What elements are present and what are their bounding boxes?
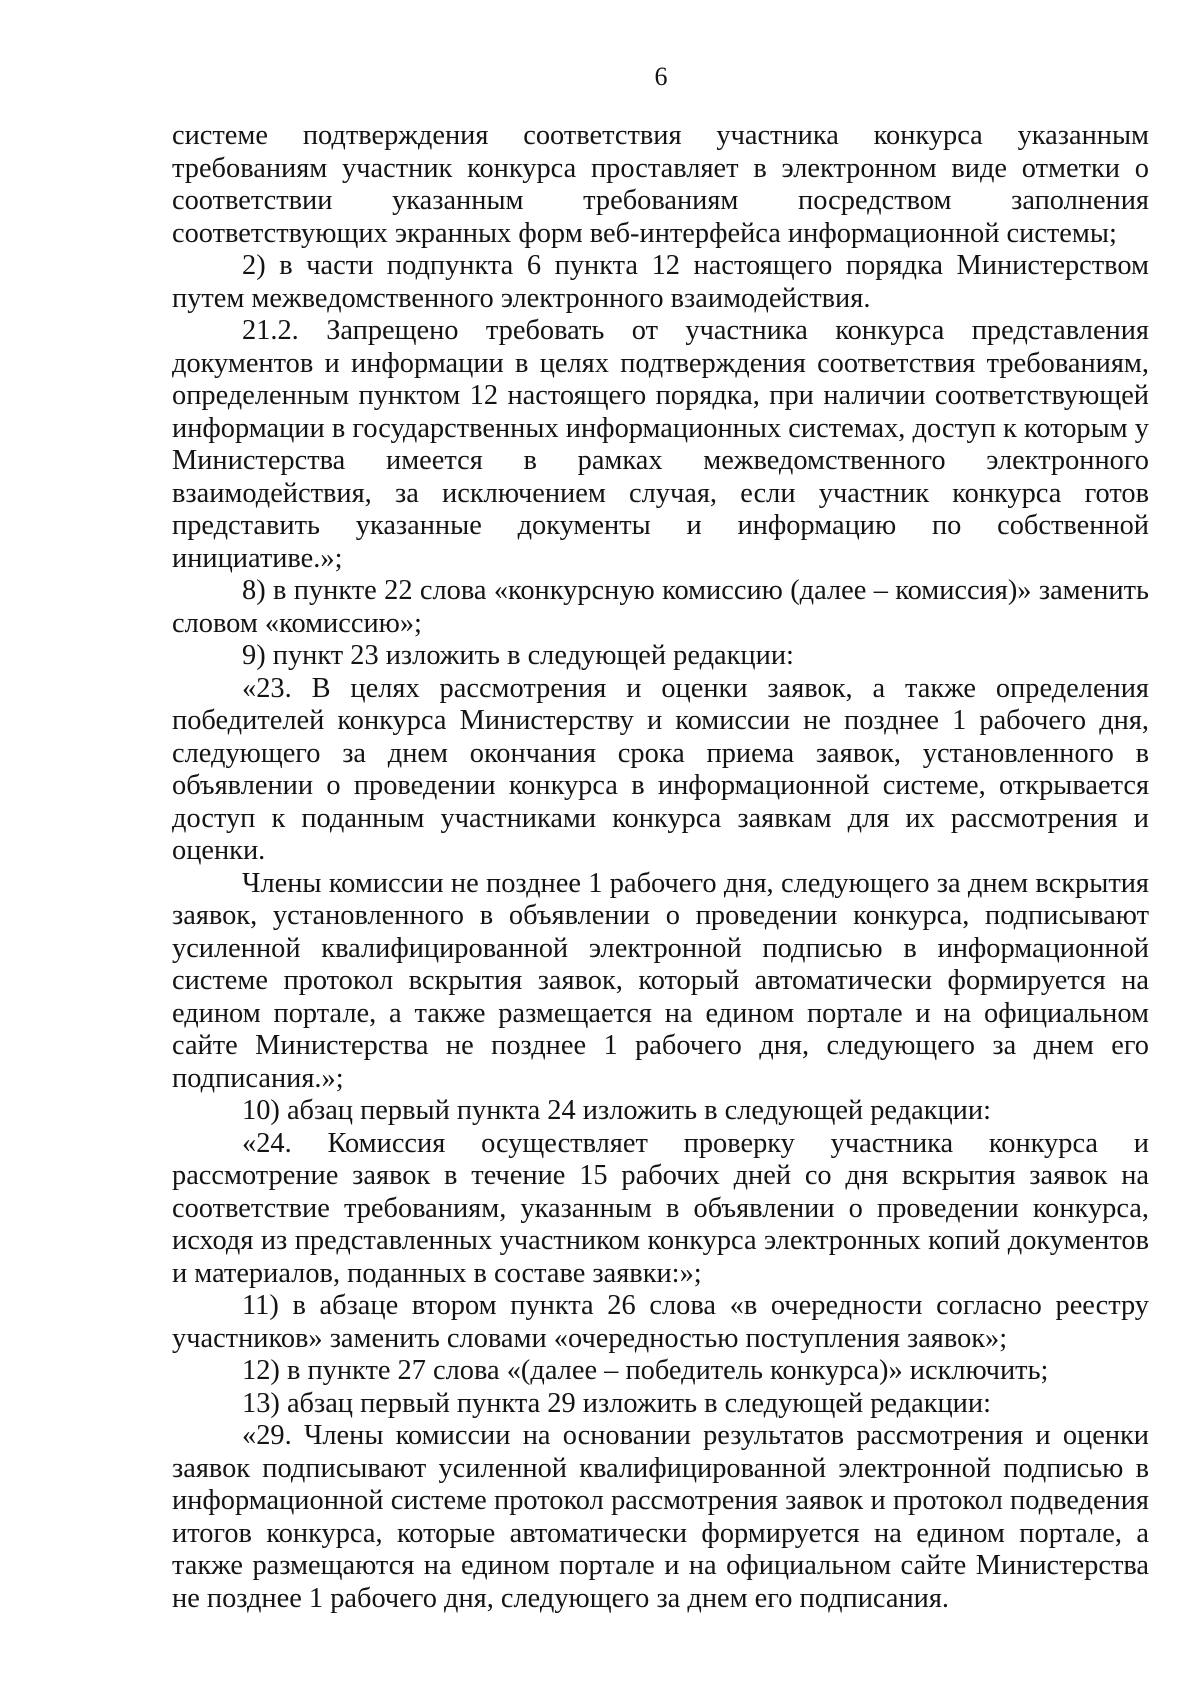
paragraph-21-2: 21.2. Запрещено требовать от участника конкурса представления документов и информации в целях подтверждения соответствия требованиям, определенным пунктом 12 настоящего порядка, при наличии соответствующей информации в государственных информационных системах, доступ к которым у Министерства имеется в рамках межведомственного электронного взаимодействия, за исключением случая, если участник конкурса готов представить указанные документы и информацию по собственной инициативе.»; [172,315,1149,574]
page-number: 6 [654,62,668,91]
paragraph-item-2: 2) в части подпункта 6 пункта 12 настоящего порядка Министерством путем межведомственного электронного взаимодействия. [172,250,1149,314]
document-body [172,120,1149,1615]
paragraph-point-29: «29. Члены комиссии на основании результатов рассмотрения и оценки заявок подписывают усиленной квалифицированной электронной подписью в информационной системе протокол рассмотрения заявок и протокол подведения итогов конкурса, которые автоматически формируется на едином портале, а также размещаются на едином портале и на официальном сайте Министерства не позднее 1 рабочего дня, следующего за днем его подписания. [172,1420,1149,1614]
paragraph-commission-members: Члены комиссии не позднее 1 рабочего дня, следующего за днем вскрытия заявок, установленного в объявлении о проведении конкурса, подписывают усиленной квалифицированной электронной подписью в информационной системе протокол вскрытия заявок, который автоматически формируется на едином портале, а также размещается на едином портале и на официальном сайте Министерства не позднее 1 рабочего дня, следующего за днем его подписания.»; [172,867,1149,1094]
paragraph-point-24: «24. Комиссия осуществляет проверку участника конкурса и рассмотрение заявок в течение 15 рабочих дней со дня вскрытия заявок на соответствие требованиям, указанным в объявлении о проведении конкурса, исходя из представленных участником конкурса электронных копий документов и материалов, поданных в составе заявки:»; [172,1127,1149,1289]
paragraph-item-9: 9) пункт 23 изложить в следующей редакции: [242,640,794,671]
paragraph-continuation: системе подтверждения соответствия участника конкурса указанным требованиям участник конкурса проставляет в электронном виде отметки о соответствии указанным требованиям посредством заполнения соответствующих экранных форм веб-интерфейса информационной системы; [172,120,1149,249]
paragraph-item-11: 11) в абзаце втором пункта 26 слова «в очередности согласно реестру участников» заменить словами «очередностью поступления заявок»; [172,1290,1149,1354]
paragraph-item-8: 8) в пункте 22 слова «конкурсную комиссию (далее – комиссия)» заменить словом «комиссию»; [172,575,1149,639]
paragraph-point-23: «23. В целях рассмотрения и оценки заявок, а также определения победителей конкурса Министерству и комиссии не позднее 1 рабочего дня, следующего за днем окончания срока приема заявок, установленного в объявлении о проведении конкурса в информационной системе, открывается доступ к поданным участниками конкурса заявкам для их рассмотрения и оценки. [172,672,1149,866]
paragraph-item-10: 10) абзац первый пункта 24 изложить в следующей редакции: [242,1095,991,1126]
paragraph-item-13: 13) абзац первый пункта 29 изложить в следующей редакции: [242,1387,991,1419]
paragraph-item-12: 12) в пункте 27 слова «(далее – победитель конкурса)» исключить; [242,1355,1049,1386]
